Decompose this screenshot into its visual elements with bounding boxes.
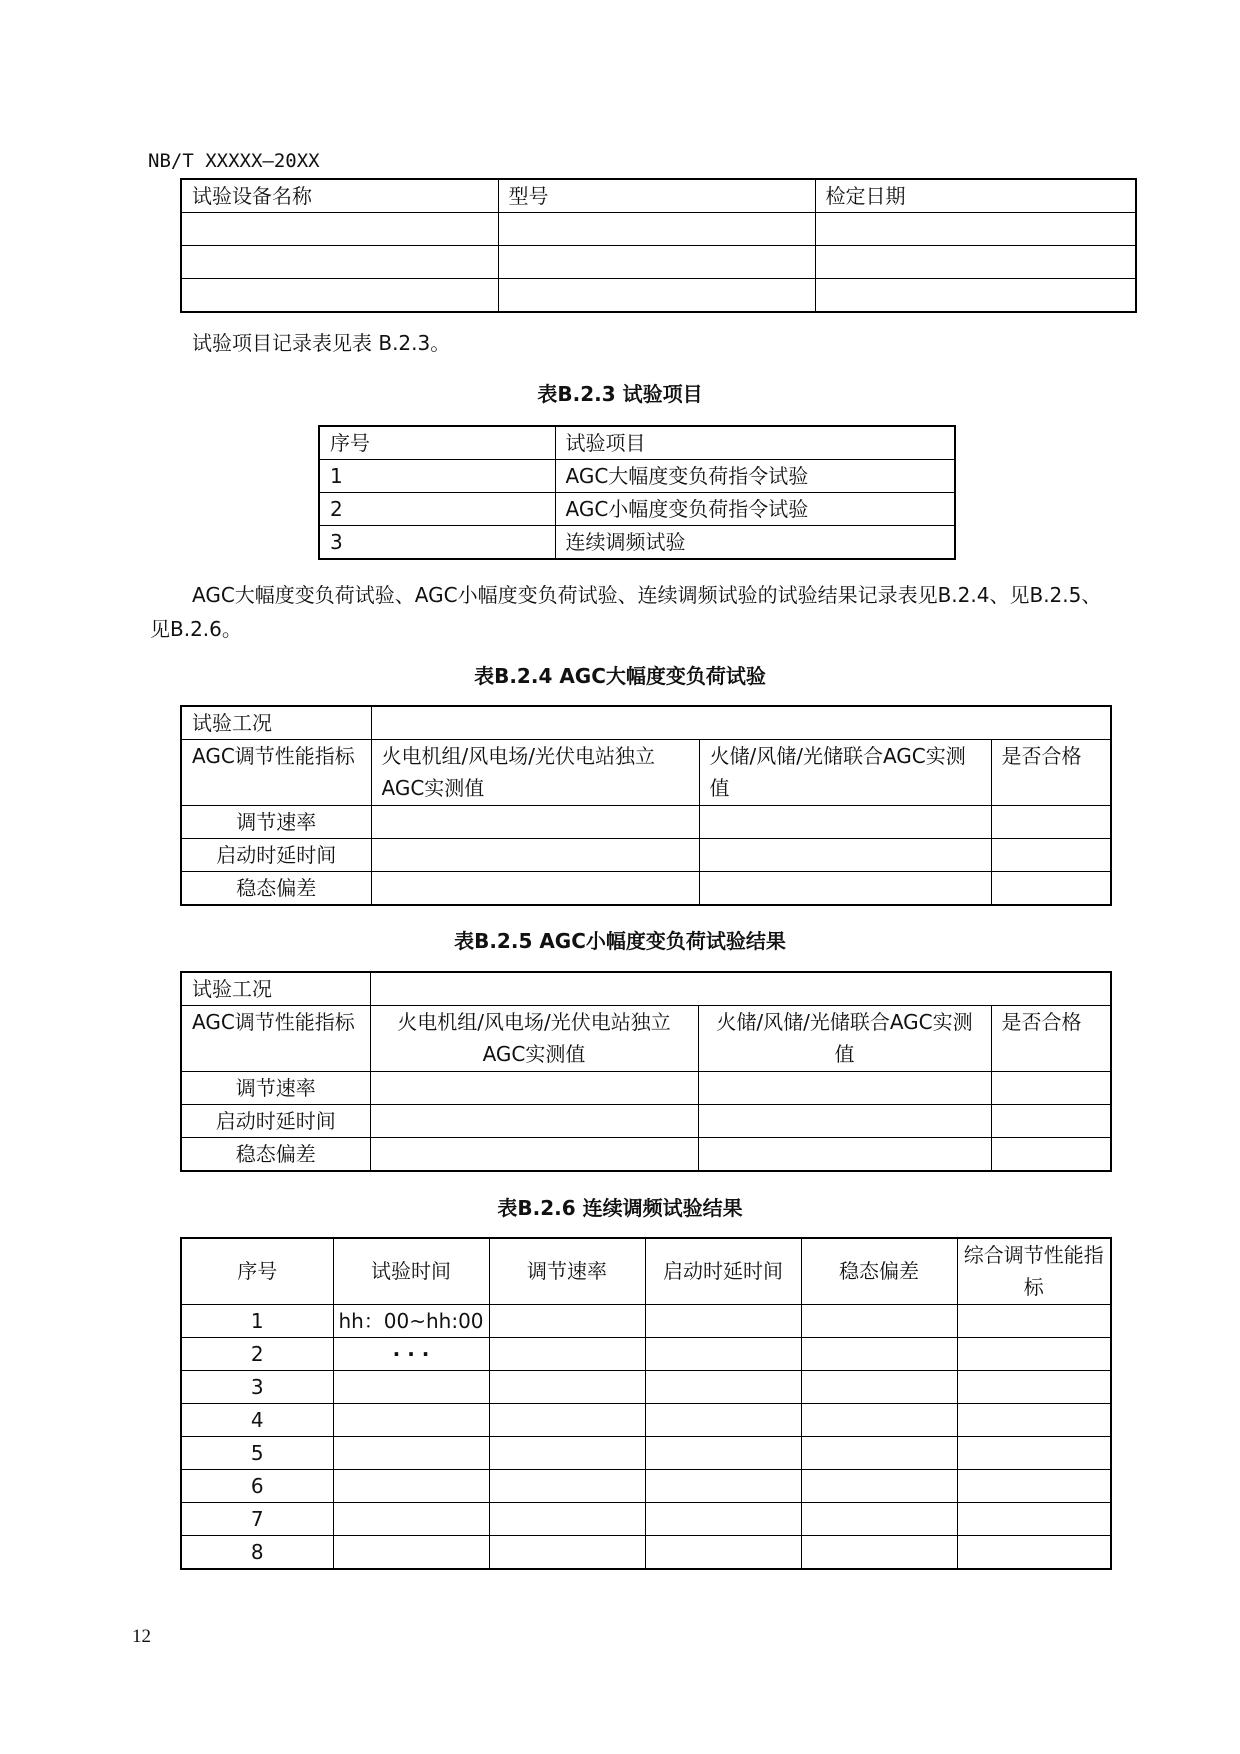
column-header: 检定日期 [815,179,1136,213]
table-cell [698,1072,991,1105]
row-label: 调节速率 [181,1072,370,1105]
table-cell: 3 [319,526,555,560]
table-cell [957,1403,1111,1436]
table-cell [699,806,991,839]
page-number: 12 [132,1626,151,1647]
table-cell [489,1502,645,1535]
table-cell [815,279,1136,312]
table-cell [371,872,699,906]
table-cell [333,1502,489,1535]
agc-large-table [180,705,1112,906]
table-cell [957,1304,1111,1337]
row-label: 启动时延时间 [181,1105,370,1138]
table-cell: 1 [319,460,555,493]
column-header: 序号 [319,426,555,460]
table-cell: 8 [181,1535,333,1569]
table-cell [371,706,1111,740]
column-header: 试验时间 [333,1238,489,1304]
table-cell [991,806,1111,839]
table-cell [645,1304,801,1337]
table-cell [489,1535,645,1569]
table-cell: 2 [319,493,555,526]
column-header: 稳态偏差 [801,1238,957,1304]
table-cell [801,1502,957,1535]
table-cell [181,213,498,246]
column-header: 调节速率 [489,1238,645,1304]
column-header: 启动时延时间 [645,1238,801,1304]
test-items-table [318,425,956,560]
table-cell [645,1502,801,1535]
table-cell [645,1403,801,1436]
column-header: 试验设备名称 [181,179,498,213]
row-label: 稳态偏差 [181,872,371,906]
table-cell [801,1436,957,1469]
column-header: 综合调节性能指标 [957,1238,1111,1304]
row-label: 调节速率 [181,806,371,839]
table-cell [371,839,699,872]
table-cell [498,279,815,312]
row-label: 试验工况 [181,972,370,1006]
table-cell: 7 [181,1502,333,1535]
table-cell [645,1469,801,1502]
table-cell [489,1469,645,1502]
table-cell [498,246,815,279]
table-cell [957,1502,1111,1535]
table-cell [333,1469,489,1502]
table-cell [370,1072,698,1105]
table-cell [333,1436,489,1469]
column-header: 火储/风储/光储联合AGC实测值 [699,740,991,806]
table-cell [370,972,1111,1006]
table-cell [991,1072,1111,1105]
table-cell [489,1436,645,1469]
table-cell: hh：00~hh:00 [333,1304,489,1337]
table-cell: 5 [181,1436,333,1469]
table-cell [645,1436,801,1469]
table-cell [489,1337,645,1370]
table-cell [801,1403,957,1436]
table-cell [489,1370,645,1403]
equipment-table [180,178,1137,313]
column-header: 火储/风储/光储联合AGC实测值 [698,1006,991,1072]
table-cell [333,1403,489,1436]
table-cell [181,246,498,279]
table-cell: 3 [181,1370,333,1403]
paragraph: 试验项目记录表见表 B.2.3。 [192,331,451,355]
table-cell [801,1469,957,1502]
table-cell [181,279,498,312]
table-cell [801,1535,957,1569]
table-cell [957,1469,1111,1502]
document-header: NB/T XXXXX—20XX [148,150,320,172]
table-cell [333,1370,489,1403]
table-cell: 6 [181,1469,333,1502]
table-cell: · · · [333,1337,489,1370]
table-cell: 连续调频试验 [555,526,955,560]
table-cell [699,839,991,872]
table-cell: 4 [181,1403,333,1436]
table-cell [645,1535,801,1569]
table-caption: 表B.2.5 AGC小幅度变负荷试验结果 [454,929,786,953]
table-cell [991,1138,1111,1172]
table-cell [957,1436,1111,1469]
table-cell [698,1138,991,1172]
table-cell [957,1337,1111,1370]
table-cell [333,1535,489,1569]
table-cell: AGC小幅度变负荷指令试验 [555,493,955,526]
table-cell [498,213,815,246]
paragraph: 见B.2.6。 [150,617,242,641]
column-header: 是否合格 [991,740,1111,806]
table-cell: 2 [181,1337,333,1370]
table-cell [957,1535,1111,1569]
table-cell [489,1304,645,1337]
row-label: 稳态偏差 [181,1138,370,1172]
table-cell [957,1370,1111,1403]
table-cell [699,872,991,906]
table-cell: AGC大幅度变负荷指令试验 [555,460,955,493]
table-cell [370,1105,698,1138]
table-caption: 表B.2.4 AGC大幅度变负荷试验 [474,664,766,688]
agc-small-table [180,971,1112,1172]
table-cell [815,213,1136,246]
row-label: AGC调节性能指标 [181,1006,370,1072]
continuous-regulation-table [180,1237,1112,1570]
table-cell [815,246,1136,279]
table-cell [645,1370,801,1403]
row-label: 启动时延时间 [181,839,371,872]
table-cell [489,1403,645,1436]
paragraph: AGC大幅度变负荷试验、AGC小幅度变负荷试验、连续调频试验的试验结果记录表见B.2.4、见B.2.5、 [192,583,1102,607]
table-caption: 表B.2.3 试验项目 [537,382,703,406]
table-cell [801,1304,957,1337]
table-cell [698,1105,991,1138]
row-label: 试验工况 [181,706,371,740]
row-label: AGC调节性能指标 [181,740,371,806]
table-caption: 表B.2.6 连续调频试验结果 [497,1196,743,1220]
column-header: 是否合格 [991,1006,1111,1072]
table-cell [801,1337,957,1370]
table-cell [991,839,1111,872]
table-cell [991,872,1111,906]
table-cell [371,806,699,839]
column-header: 火电机组/风电场/光伏电站独立AGC实测值 [370,1006,698,1072]
column-header: 序号 [181,1238,333,1304]
table-cell [801,1370,957,1403]
column-header: 试验项目 [555,426,955,460]
table-cell [645,1337,801,1370]
column-header: 火电机组/风电场/光伏电站独立AGC实测值 [371,740,699,806]
table-cell: 1 [181,1304,333,1337]
table-cell [370,1138,698,1172]
column-header: 型号 [498,179,815,213]
table-cell [991,1105,1111,1138]
